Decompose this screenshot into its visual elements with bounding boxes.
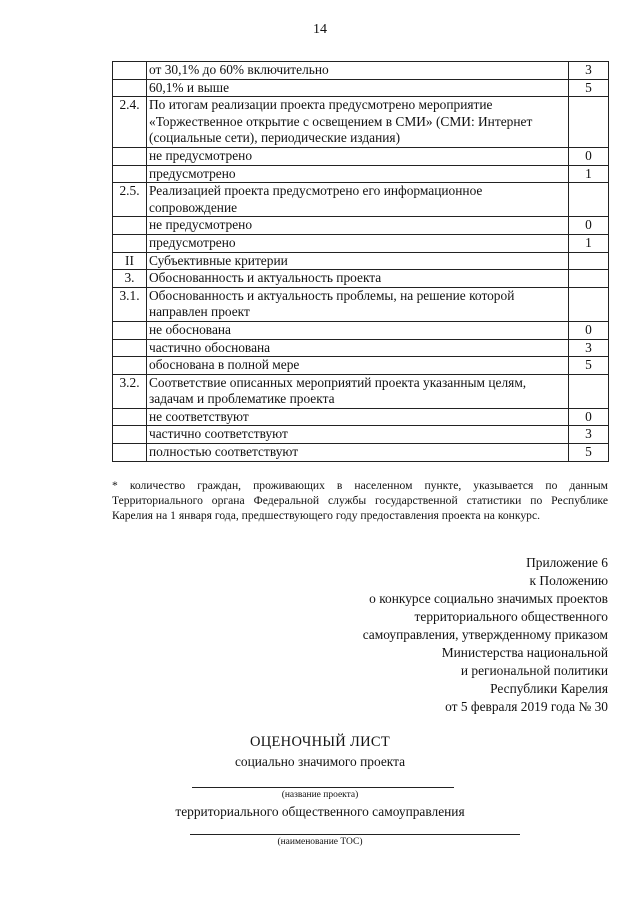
row-score: 0 bbox=[569, 147, 609, 165]
row-number bbox=[113, 321, 147, 339]
appendix-line: Министерства национальной bbox=[441, 645, 608, 660]
table-row bbox=[113, 79, 609, 97]
table-row bbox=[113, 234, 609, 252]
row-score: 3 bbox=[569, 339, 609, 357]
appendix-line: территориального общественного bbox=[414, 609, 608, 624]
table-row bbox=[113, 252, 609, 270]
tos-name-caption: (наименование ТОС) bbox=[277, 837, 363, 847]
project-name-caption: (название проекта) bbox=[281, 790, 359, 800]
row-criterion: не предусмотрено bbox=[147, 147, 569, 165]
row-criterion: частично обоснована bbox=[147, 339, 569, 357]
row-number bbox=[113, 79, 147, 97]
table-row bbox=[113, 97, 609, 148]
row-criterion: Обоснованность и актуальность проекта bbox=[147, 270, 569, 288]
project-name-line bbox=[192, 787, 454, 788]
row-score bbox=[569, 374, 609, 408]
row-criterion: обоснована в полной мере bbox=[147, 357, 569, 375]
table-row bbox=[113, 183, 609, 217]
row-number: 3. bbox=[113, 270, 147, 288]
table-row bbox=[113, 426, 609, 444]
table-row bbox=[113, 165, 609, 183]
row-number: 3.1. bbox=[113, 287, 147, 321]
row-score: 1 bbox=[569, 165, 609, 183]
table-row bbox=[113, 62, 609, 80]
row-score: 3 bbox=[569, 426, 609, 444]
row-score: 5 bbox=[569, 357, 609, 375]
row-criterion: предусмотрено bbox=[147, 234, 569, 252]
row-criterion: Соответствие описанных мероприятий проекта указанным целям, задачам и проблематике проекта bbox=[147, 374, 569, 408]
sheet-subtitle: социально значимого проекта bbox=[234, 754, 406, 769]
row-number bbox=[113, 147, 147, 165]
row-number bbox=[113, 339, 147, 357]
table-row bbox=[113, 321, 609, 339]
row-criterion: полностью соответствуют bbox=[147, 444, 569, 462]
row-number bbox=[113, 357, 147, 375]
row-number bbox=[113, 408, 147, 426]
row-criterion: 60,1% и выше bbox=[147, 79, 569, 97]
row-number: 3.2. bbox=[113, 374, 147, 408]
row-number bbox=[113, 62, 147, 80]
row-number bbox=[113, 444, 147, 462]
page-number: 14 bbox=[313, 22, 327, 37]
row-criterion: не предусмотрено bbox=[147, 217, 569, 235]
table-row bbox=[113, 270, 609, 288]
row-score: 0 bbox=[569, 408, 609, 426]
tos-name-line bbox=[190, 834, 520, 835]
table-row bbox=[113, 217, 609, 235]
table-row bbox=[113, 408, 609, 426]
appendix-line: самоуправления, утвержденному приказом bbox=[362, 627, 608, 642]
table-row bbox=[113, 357, 609, 375]
table-row bbox=[113, 287, 609, 321]
row-number: II bbox=[113, 252, 147, 270]
sheet-title: ОЦЕНОЧНЫЙ ЛИСТ bbox=[249, 734, 391, 750]
row-score bbox=[569, 97, 609, 148]
row-criterion: Субъективные критерии bbox=[147, 252, 569, 270]
footnote: * количество граждан, проживающих в населенном пункте, указывается по данным Территориального органа Федеральной службы государственной статистики по Республике Карелия на 1 января года, предшествующего году предоставления проекта на конкурс. bbox=[112, 479, 608, 522]
tos-label: территориального общественного самоуправления bbox=[175, 804, 465, 819]
row-criterion: частично соответствуют bbox=[147, 426, 569, 444]
appendix-block bbox=[288, 554, 608, 716]
table-row bbox=[113, 147, 609, 165]
row-score: 1 bbox=[569, 234, 609, 252]
row-criterion: По итогам реализации проекта предусмотрено мероприятие «Торжественное открытие с освещением в СМИ» (СМИ: Интернет (социальные сети), периодические издания) bbox=[147, 97, 569, 148]
row-score bbox=[569, 270, 609, 288]
table-row bbox=[113, 444, 609, 462]
row-score bbox=[569, 183, 609, 217]
row-number bbox=[113, 165, 147, 183]
row-score: 3 bbox=[569, 62, 609, 80]
row-number bbox=[113, 426, 147, 444]
appendix-line: о конкурсе социально значимых проектов bbox=[369, 591, 608, 606]
row-score: 5 bbox=[569, 79, 609, 97]
criteria-table bbox=[112, 61, 609, 462]
row-score: 5 bbox=[569, 444, 609, 462]
row-criterion: не обоснована bbox=[147, 321, 569, 339]
appendix-line: Приложение 6 bbox=[526, 555, 608, 570]
row-criterion: предусмотрено bbox=[147, 165, 569, 183]
row-criterion: Обоснованность и актуальность проблемы, на решение которой направлен проект bbox=[147, 287, 569, 321]
row-score: 0 bbox=[569, 217, 609, 235]
criteria-table-body bbox=[113, 62, 609, 462]
appendix-line: от 5 февраля 2019 года № 30 bbox=[445, 699, 608, 714]
row-score bbox=[569, 252, 609, 270]
row-score bbox=[569, 287, 609, 321]
row-number bbox=[113, 217, 147, 235]
row-number: 2.5. bbox=[113, 183, 147, 217]
row-criterion: от 30,1% до 60% включительно bbox=[147, 62, 569, 80]
row-number bbox=[113, 234, 147, 252]
appendix-line: Республики Карелия bbox=[490, 681, 608, 696]
table-row bbox=[113, 339, 609, 357]
table-row bbox=[113, 374, 609, 408]
appendix-line: к Положению bbox=[529, 573, 608, 588]
row-criterion: не соответствуют bbox=[147, 408, 569, 426]
row-score: 0 bbox=[569, 321, 609, 339]
appendix-line: и региональной политики bbox=[460, 663, 608, 678]
row-number: 2.4. bbox=[113, 97, 147, 148]
row-criterion: Реализацией проекта предусмотрено его информационное сопровождение bbox=[147, 183, 569, 217]
